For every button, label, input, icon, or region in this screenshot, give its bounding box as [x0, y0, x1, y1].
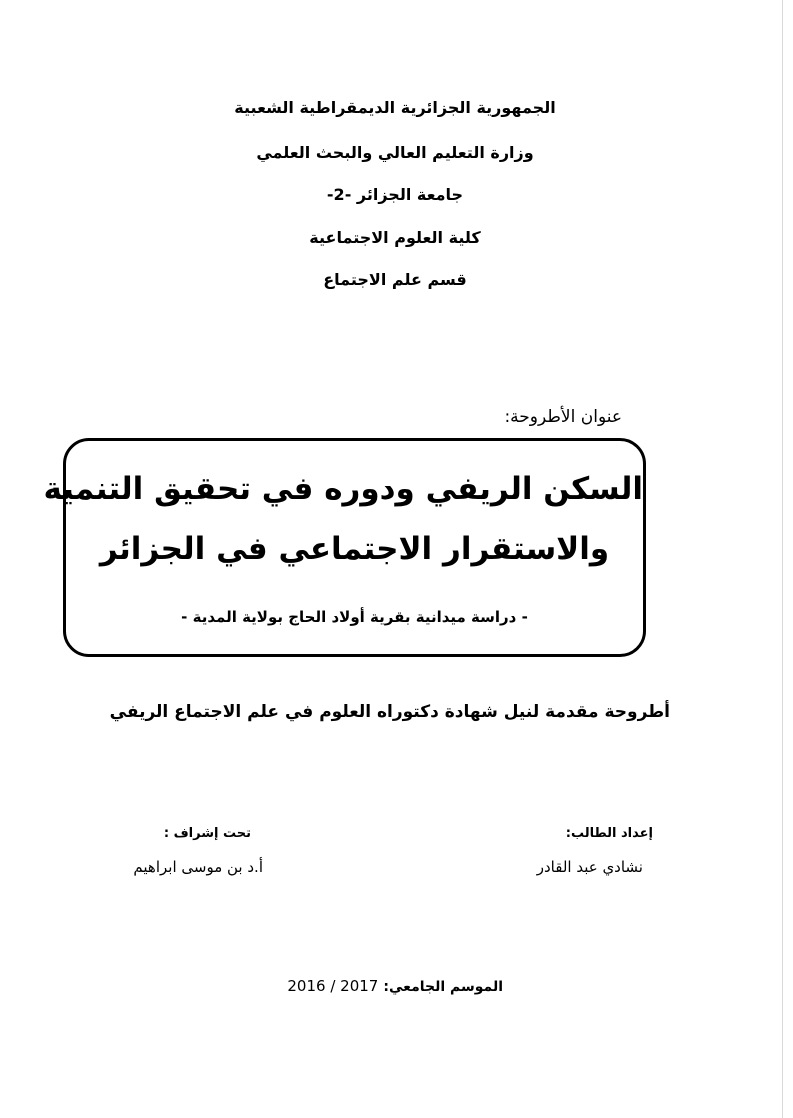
department-heading: قسم علم الاجتماع	[323, 270, 467, 289]
thesis-subtitle: - دراسة ميدانية بقرية أولاد الحاج بولاية المدية -	[181, 608, 528, 626]
thesis-title-box	[43, 438, 646, 657]
page-edge-rule	[782, 0, 783, 1118]
university-heading: جامعة الجزائر -2-	[326, 185, 464, 204]
student-name: نشادي عبد القادر	[536, 858, 643, 876]
thesis-title-line2: والاستقرار الاجتماعي في الجزائر	[99, 531, 610, 567]
thesis-title-line1: السكن الريفي ودوره في تحقيق التنمية	[43, 471, 643, 507]
supervisor-name: أ.د بن موسى ابراهيم	[133, 858, 263, 876]
academic-year-value: 2016 / 2017	[287, 977, 379, 995]
thesis-purpose: أطروحة مقدمة لنيل شهادة دكتوراه العلوم في علم الاجتماع الريفي	[109, 702, 670, 722]
supervisor-label: تحت إشراف :	[163, 826, 251, 841]
student-label: إعداد الطالب:	[565, 826, 653, 841]
republic-heading: الجمهورية الجزائرية الديمقراطية الشعبية	[234, 98, 556, 117]
faculty-heading: كلية العلوم الاجتماعية	[309, 228, 481, 247]
ministry-heading: وزارة التعليم العالي والبحث العلمي	[256, 143, 534, 162]
thesis-title-label: عنوان الأطروحة:	[504, 407, 622, 427]
academic-year-label: الموسم الجامعي:	[383, 979, 503, 995]
academic-year	[287, 976, 503, 995]
